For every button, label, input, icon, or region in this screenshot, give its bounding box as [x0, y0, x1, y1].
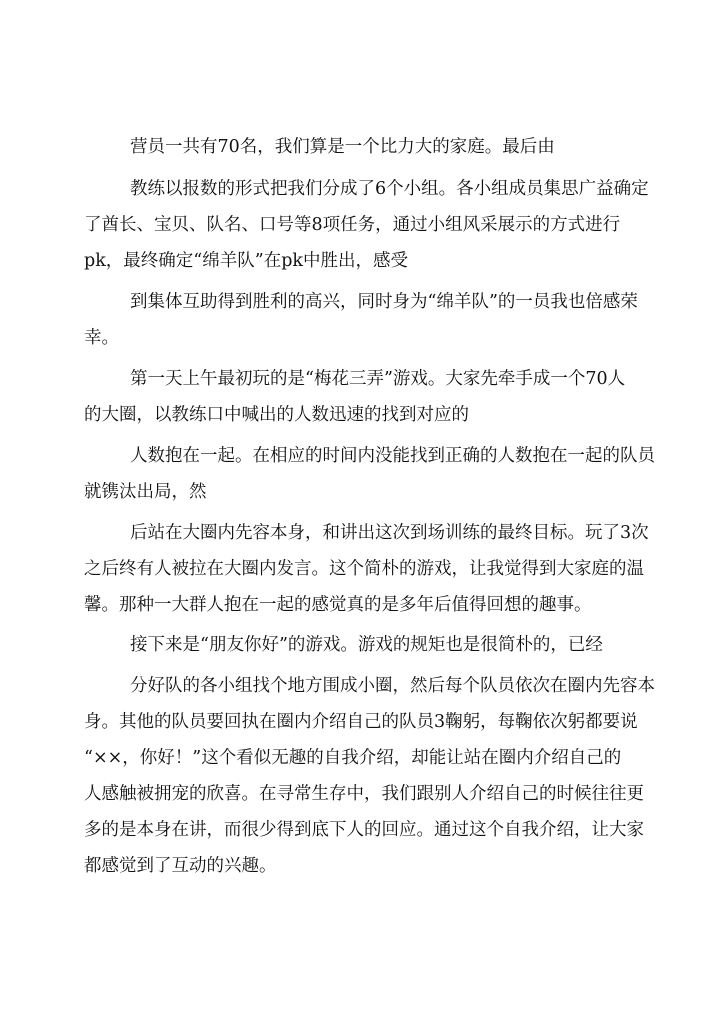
text-line: 了酋长、宝贝、队名、口号等8项任务，通过小组风采展示的方式进行 [84, 215, 621, 235]
text-line: 馨。那种一大群人抱在一起的感觉真的是多年后值得回想的趣事。 [84, 595, 592, 615]
text-line: 身。其他的队员要回执在圈内介绍自己的队员3鞠躬，每鞠依次躬都要说 [84, 712, 638, 732]
text-line: 多的是本身在讲，而很少得到底下人的回应。通过这个自我介绍，让大家 [84, 820, 644, 840]
text-line: 营员一共有70名，我们算是一个比力大的家庭。最后由 [130, 137, 555, 157]
text-line: 人感触被拥宠的欣喜。在寻常生存中，我们跟别人介绍自己的时候往往更 [84, 784, 644, 804]
text-line: 分好队的各小组找个地方围成小圈，然后每个队员依次在圈内先容本 [130, 676, 655, 696]
text-line: 第一天上午最初玩的是“梅花三弄”游戏。大家先牵手成一个70人 [130, 369, 626, 389]
text-line: 人数抱在一起。在相应的时间内没能找到正确的人数抱在一起的队员 [130, 446, 655, 466]
text-line: 接下来是“朋友你好”的游戏。游戏的规矩也是很简朴的，已经 [130, 635, 603, 655]
text-line: 幸。 [84, 328, 119, 348]
text-line: 到集体互助得到胜利的高兴，同时身为“绵羊队”的一员我也倍感荣 [130, 292, 638, 312]
text-line: 就镌汰出局，然 [84, 482, 207, 502]
text-line: 之后终有人被拉在大圈内发言。这个简朴的游戏，让我觉得到大家庭的温 [84, 559, 644, 579]
text-line: 的大圈，以教练口中喊出的人数迅速的找到对应的 [84, 405, 469, 425]
text-line: 都感觉到了互动的兴趣。 [84, 856, 277, 876]
text-line: 教练以报数的形式把我们分成了6个小组。各小组成员集思广益确定 [130, 179, 649, 199]
text-line: “××，你好！”这个看似无趣的自我介绍，却能让站在圈内介绍自己的 [84, 748, 622, 768]
text-line: 后站在大圈内先容本身，和讲出这次到场训练的最终目标。玩了3次 [130, 523, 649, 543]
text-line: pk，最终确定“绵羊队”在pk中胜出，感受 [84, 251, 409, 271]
